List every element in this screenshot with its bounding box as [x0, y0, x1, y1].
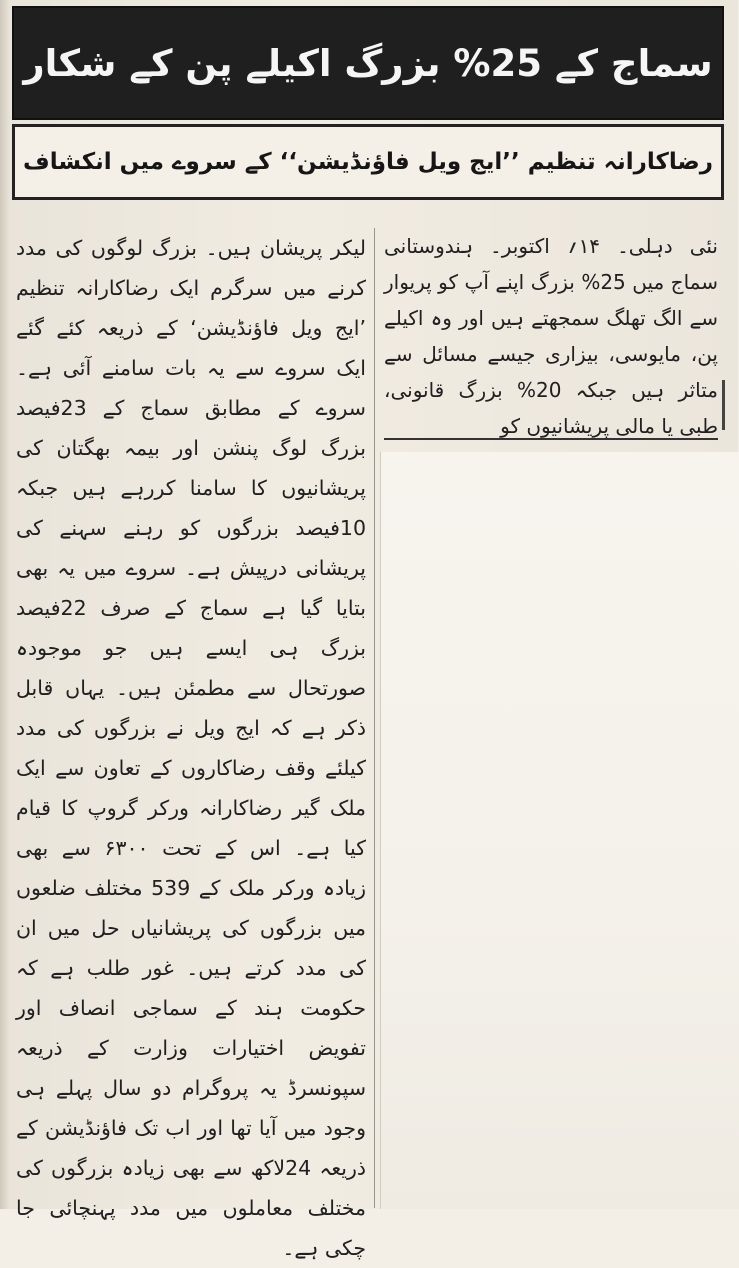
headline: سماج کے 25% بزرگ اکیلے پن کے شکار [23, 41, 713, 85]
article-column-left: لیکر پریشان ہیں۔ بزرگ لوگوں کی مدد کرنے میں سرگرم ایک رضاکارانہ تنظیم ’ایج ویل فاؤنڈیشن‘ کے ذریعہ کئے گئے ایک سروے سے یہ بات سامنے آئی ہے۔ سروے کے مطابق سماج کے 23فیصد بزرگ لوگ پنشن اور بیمہ بھگتان کی پریشانیوں کا سامنا کررہے ہیں جبکہ 10فیصد بزرگوں کو رہنے سہنے کی پریشانی درپیش ہے۔ سروے میں یہ بھی بتایا گیا ہے سماج کے صرف 22فیصد بزرگ ہی ایسے ہیں جو موجودہ صورتحال سے مطمئن ہیں۔ یہاں قابل ذکر ہے کہ ایج ویل نے بزرگوں کی مدد کیلئے وقف رضاکاروں کے تعاون سے ایک ملک گیر رضاکارانہ ورکر گروپ کا قیام کیا ہے۔ اس کے تحت ۶۳۰۰ سے بھی زیادہ ورکر ملک کے 539 مختلف ضلعوں میں بزرگوں کی پریشانیاں حل میں ان کی مدد کرتے ہیں۔ غور طلب ہے کہ حکومت ہند کے سماجی انصاف اور تفویض اختیارات وزارت کے ذریعہ سپونسرڈ یہ پروگرام دو سال پہلے ہی وجود میں آیا تھا اور اب تک فاؤنڈیشن کے ذریعہ 24لاکھ سے بھی زیادہ بزرگوں کی مختلف معاملوں میں مدد پہنچائی جا چکی ہے۔ [16, 236, 367, 1260]
scan-edge-shadow [0, 0, 10, 1209]
column-divider [374, 228, 375, 1208]
subheadline-box [12, 124, 724, 200]
article-column-right: نئی دہلی۔ ۱۴؍ اکتوبر۔ ہندوستانی سماج میں 25% بزرگ اپنے آپ کو پریوار سے الگ تھلگ سمجھتے ہیں اور وہ اکیلے پن، مایوسی، بیزاری جیسے مسائل سے متاثر ہیں جبکہ 20% بزرگ قانونی، طبی یا مالی پریشانیوں کو [384, 234, 719, 438]
edge-mark [722, 380, 725, 430]
headline-banner [12, 6, 724, 120]
blank-paper-area [380, 452, 739, 1209]
column-end-rule [384, 438, 718, 440]
subheadline: رضاکارانہ تنظیم ’’ایج ویل فاؤنڈیشن‘‘ کے سروے میں انکشاف [23, 149, 713, 175]
